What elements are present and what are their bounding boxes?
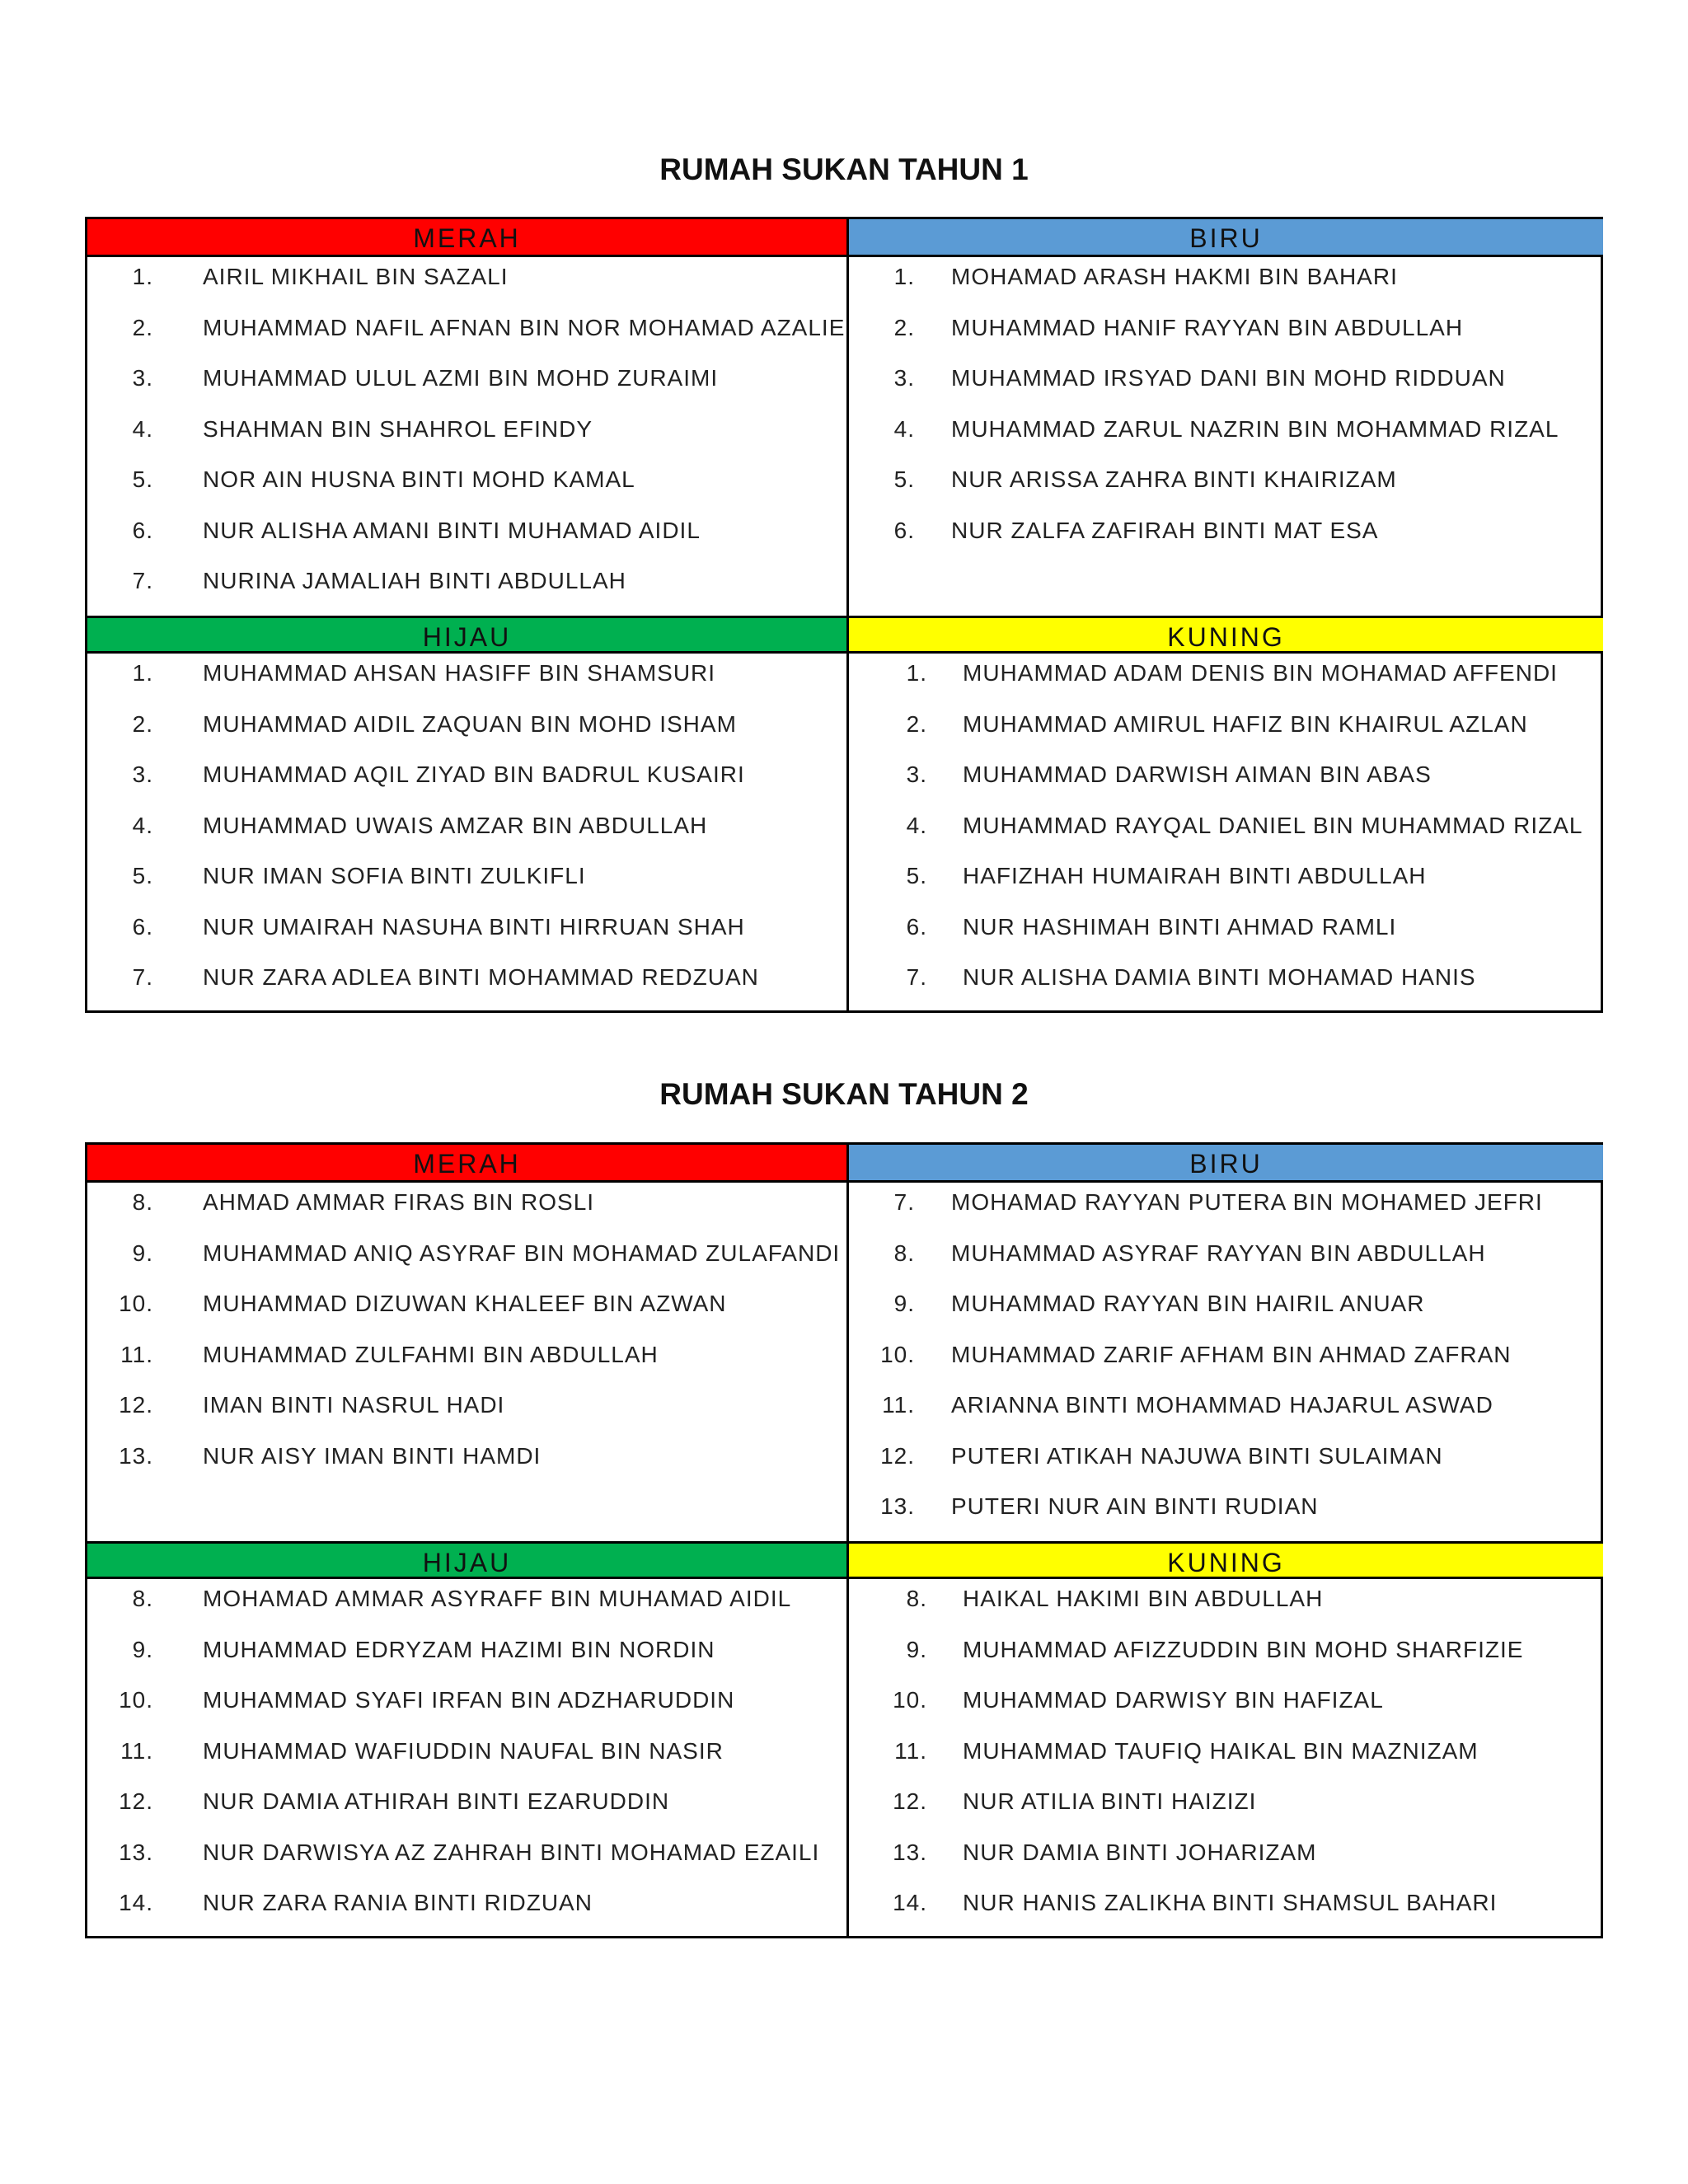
list-item	[87, 264, 829, 297]
list-item	[849, 1291, 1591, 1324]
entry-name: NUR ALISHA DAMIA BINTI MOHAMAD HANIS	[963, 964, 1476, 990]
list-item	[87, 1890, 829, 1923]
entry-name: NUR ATILIA BINTI HAIZIZI	[963, 1788, 1257, 1814]
list-item	[849, 711, 1591, 744]
entry-number: 10.	[119, 1291, 153, 1316]
entry-name: MUHAMMAD IRSYAD DANI BIN MOHD RIDDUAN	[951, 365, 1506, 391]
entry-number: 10.	[893, 1687, 927, 1713]
entry-number: 4.	[893, 415, 915, 442]
list-item	[849, 1342, 1591, 1375]
entry-number: 9.	[132, 1636, 153, 1662]
list-item	[849, 416, 1591, 449]
list-item	[87, 1840, 829, 1872]
list-item	[849, 1392, 1591, 1425]
list-item	[849, 914, 1591, 947]
entry-number: 3.	[893, 365, 915, 391]
entry-name: MUHAMMAD ZARIF AFHAM BIN AHMAD ZAFRAN	[951, 1341, 1512, 1367]
list-item	[849, 518, 1591, 551]
entry-number: 7.	[893, 1189, 915, 1215]
entry-number: 3.	[132, 762, 153, 787]
list-item	[87, 568, 829, 601]
house-table-tahun-1	[85, 217, 1603, 1013]
entry-name: NURINA JAMALIAH BINTI ABDULLAH	[203, 568, 626, 593]
list-item	[87, 813, 829, 846]
entry-name: MUHAMMAD NAFIL AFNAN BIN NOR MOHAMAD AZALIE	[203, 314, 846, 340]
entry-number: 5.	[132, 466, 153, 492]
entry-name: NUR ALISHA AMANI BINTI MUHAMAD AIDIL	[203, 517, 701, 543]
list-item	[849, 1840, 1591, 1872]
entry-name: MUHAMMAD RAYYAN BIN HAIRIL ANUAR	[951, 1291, 1425, 1316]
list-item	[849, 660, 1591, 693]
house-hijau	[87, 1541, 846, 1938]
entry-name: MOHAMAD ARASH HAKMI BIN BAHARI	[951, 264, 1398, 289]
list-item	[87, 365, 829, 398]
entry-number: 3.	[906, 762, 927, 787]
entry-number: 12.	[880, 1442, 915, 1469]
entry-name: NUR ZALFA ZAFIRAH BINTI MAT ESA	[951, 517, 1379, 543]
entry-number: 8.	[132, 1189, 153, 1215]
entry-name: AIRIL MIKHAIL BIN SAZALI	[203, 264, 509, 289]
entry-name: NUR IMAN SOFIA BINTI ZULKIFLI	[203, 863, 586, 888]
entry-number: 4.	[906, 812, 927, 838]
entry-name: MUHAMMAD TAUFIQ HAIKAL BIN MAZNIZAM	[963, 1737, 1479, 1764]
entry-name: MUHAMMAD SYAFI IRFAN BIN ADZHARUDDIN	[203, 1687, 735, 1713]
entry-number: 9.	[893, 1291, 915, 1316]
list-item	[849, 1493, 1591, 1526]
list-item	[849, 1443, 1591, 1476]
house-biru	[846, 219, 1603, 617]
entry-number: 13.	[119, 1839, 153, 1865]
entry-number: 8.	[893, 1240, 915, 1266]
list-item	[87, 1637, 829, 1670]
house-hijau	[87, 616, 846, 1013]
list-item	[849, 1738, 1591, 1771]
list-item	[87, 863, 829, 896]
entry-number: 10.	[119, 1687, 153, 1713]
entry-name: MUHAMMAD AHSAN HASIFF BIN SHAMSURI	[203, 660, 716, 686]
house-header-hijau: HIJAU	[87, 1541, 846, 1579]
entry-number: 10.	[880, 1341, 915, 1367]
list-item	[849, 964, 1591, 997]
entry-number: 11.	[882, 1392, 915, 1418]
entry-number: 7.	[906, 964, 927, 990]
entry-name: MUHAMMAD ADAM DENIS BIN MOHAMAD AFFENDI	[963, 660, 1558, 686]
entry-name: MUHAMMAD AIDIL ZAQUAN BIN MOHD ISHAM	[203, 710, 737, 737]
entry-number: 2.	[893, 314, 915, 340]
list-item	[849, 264, 1591, 297]
list-item	[87, 1291, 829, 1324]
list-item	[849, 863, 1591, 896]
entry-number: 13.	[119, 1442, 153, 1469]
section-title-tahun-2: RUMAH SUKAN TAHUN 2	[659, 1077, 1029, 1111]
entry-name: MUHAMMAD AMIRUL HAFIZ BIN KHAIRUL AZLAN	[963, 710, 1528, 737]
entry-number: 5.	[132, 863, 153, 888]
entry-number: 5.	[906, 863, 927, 888]
entry-number: 6.	[132, 913, 153, 940]
list-item	[849, 762, 1591, 794]
house-header-kuning: KUNING	[849, 616, 1603, 654]
list-item	[87, 1342, 829, 1375]
list-item	[87, 1443, 829, 1476]
list-item	[87, 1738, 829, 1771]
entry-name: MUHAMMAD RAYQAL DANIEL BIN MUHAMMAD RIZAL	[963, 812, 1583, 838]
entry-number: 2.	[132, 710, 153, 737]
list-item	[849, 1890, 1591, 1923]
entry-number: 6.	[906, 913, 927, 940]
entry-name: MUHAMMAD AQIL ZIYAD BIN BADRUL KUSAIRI	[203, 762, 745, 787]
entry-name: MUHAMMAD ZULFAHMI BIN ABDULLAH	[203, 1341, 659, 1367]
entry-number: 12.	[119, 1788, 153, 1814]
entry-name: MUHAMMAD ASYRAF RAYYAN BIN ABDULLAH	[951, 1240, 1486, 1266]
entry-number: 1.	[906, 660, 927, 686]
house-kuning	[846, 1541, 1603, 1938]
list-item	[87, 518, 829, 551]
list-item	[87, 1586, 829, 1619]
entry-name: PUTERI ATIKAH NAJUWA BINTI SULAIMAN	[951, 1442, 1443, 1469]
entry-number: 8.	[906, 1586, 927, 1611]
entry-name: MUHAMMAD DARWISY BIN HAFIZAL	[963, 1687, 1384, 1713]
entry-name: MUHAMMAD EDRYZAM HAZIMI BIN NORDIN	[203, 1636, 715, 1662]
entry-name: ARIANNA BINTI MOHAMMAD HAJARUL ASWAD	[951, 1392, 1493, 1418]
list-item	[87, 1392, 829, 1425]
entry-name: NUR ZARA ADLEA BINTI MOHAMMAD REDZUAN	[203, 964, 759, 990]
entry-number: 13.	[893, 1839, 927, 1865]
list-item	[87, 914, 829, 947]
house-table-tahun-2	[85, 1142, 1603, 1938]
entry-number: 2.	[132, 314, 153, 340]
entry-name: MUHAMMAD HANIF RAYYAN BIN ABDULLAH	[951, 314, 1464, 340]
entry-number: 11.	[120, 1341, 153, 1367]
entry-name: NUR HASHIMAH BINTI AHMAD RAMLI	[963, 913, 1397, 940]
house-kuning	[846, 616, 1603, 1013]
entry-name: NOR AIN HUSNA BINTI MOHD KAMAL	[203, 466, 635, 492]
list-item	[849, 1637, 1591, 1670]
entry-number: 14.	[119, 1890, 153, 1915]
entry-name: NUR UMAIRAH NASUHA BINTI HIRRUAN SHAH	[203, 913, 745, 940]
entry-number: 6.	[132, 517, 153, 543]
entry-number: 13.	[880, 1493, 915, 1519]
list-item	[87, 314, 846, 348]
list-item	[849, 1240, 1591, 1273]
entry-name: MUHAMMAD DIZUWAN KHALEEF BIN AZWAN	[203, 1291, 727, 1316]
entry-number: 5.	[893, 466, 915, 492]
entry-name: IMAN BINTI NASRUL HADI	[203, 1392, 505, 1418]
list-item	[849, 1788, 1591, 1821]
entry-name: NUR HANIS ZALIKHA BINTI SHAMSUL BAHARI	[963, 1890, 1498, 1915]
list-item	[87, 1687, 829, 1720]
entry-name: NUR AISY IMAN BINTI HAMDI	[203, 1442, 542, 1469]
entry-name: AHMAD AMMAR FIRAS BIN ROSLI	[203, 1189, 595, 1215]
entry-number: 9.	[906, 1636, 927, 1662]
entry-number: 7.	[132, 964, 153, 990]
entry-number: 12.	[119, 1392, 153, 1418]
house-header-hijau: HIJAU	[87, 616, 846, 654]
house-header-kuning: KUNING	[849, 1541, 1603, 1579]
list-item	[849, 365, 1591, 398]
house-header-merah: MERAH	[87, 219, 846, 257]
house-header-biru: BIRU	[849, 219, 1603, 257]
entry-name: NUR DARWISYA AZ ZAHRAH BINTI MOHAMAD EZAILI	[203, 1839, 820, 1865]
list-item	[87, 466, 829, 499]
entry-name: MOHAMAD RAYYAN PUTERA BIN MOHAMED JEFRI	[951, 1189, 1543, 1215]
entry-name: MUHAMMAD ANIQ ASYRAF BIN MOHAMAD ZULAFANDI	[203, 1240, 841, 1266]
entry-name: MUHAMMAD UWAIS AMZAR BIN ABDULLAH	[203, 812, 708, 838]
entry-number: 1.	[893, 264, 915, 289]
entry-name: MUHAMMAD ZARUL NAZRIN BIN MOHAMMAD RIZAL	[951, 415, 1559, 442]
entry-number: 14.	[893, 1890, 927, 1915]
entry-name: PUTERI NUR AIN BINTI RUDIAN	[951, 1493, 1319, 1519]
house-header-biru: BIRU	[849, 1145, 1603, 1183]
entry-number: 8.	[132, 1586, 153, 1611]
entry-name: HAIKAL HAKIMI BIN ABDULLAH	[963, 1586, 1324, 1611]
entry-number: 2.	[906, 710, 927, 737]
entry-number: 12.	[893, 1788, 927, 1814]
list-item	[87, 762, 829, 794]
entry-number: 9.	[132, 1240, 153, 1266]
entry-number: 4.	[132, 415, 153, 442]
list-item	[849, 1586, 1591, 1619]
list-item	[849, 1189, 1591, 1222]
list-item	[87, 964, 829, 997]
list-item	[87, 416, 829, 449]
entry-number: 3.	[132, 365, 153, 391]
entry-name: MUHAMMAD AFIZZUDDIN BIN MOHD SHARFIZIE	[963, 1636, 1524, 1662]
entry-number: 1.	[132, 660, 153, 686]
entry-name: SHAHMAN BIN SHAHROL EFINDY	[203, 415, 593, 442]
house-merah	[87, 1145, 846, 1543]
entry-name: MOHAMAD AMMAR ASYRAFF BIN MUHAMAD AIDIL	[203, 1586, 792, 1611]
entry-name: HAFIZHAH HUMAIRAH BINTI ABDULLAH	[963, 863, 1427, 888]
entry-name: MUHAMMAD WAFIUDDIN NAUFAL BIN NASIR	[203, 1737, 724, 1764]
entry-number: 7.	[132, 568, 153, 593]
entry-name: NUR DAMIA BINTI JOHARIZAM	[963, 1839, 1317, 1865]
entry-name: MUHAMMAD ULUL AZMI BIN MOHD ZURAIMI	[203, 365, 719, 391]
list-item	[87, 1189, 829, 1222]
house-merah	[87, 219, 846, 617]
list-item	[87, 1240, 841, 1273]
list-item	[849, 1687, 1591, 1720]
house-biru	[846, 1145, 1603, 1543]
entry-number: 6.	[893, 517, 915, 543]
entry-name: MUHAMMAD DARWISH AIMAN BIN ABAS	[963, 762, 1432, 787]
entry-name: NUR ARISSA ZAHRA BINTI KHAIRIZAM	[951, 466, 1397, 492]
list-item	[849, 315, 1591, 348]
list-item	[87, 1788, 829, 1821]
entry-number: 11.	[894, 1737, 927, 1764]
list-item	[849, 466, 1591, 499]
entry-name: NUR DAMIA ATHIRAH BINTI EZARUDDIN	[203, 1788, 670, 1814]
entry-number: 11.	[120, 1737, 153, 1764]
entry-number: 4.	[132, 812, 153, 838]
house-header-merah: MERAH	[87, 1145, 846, 1183]
list-item	[87, 711, 829, 744]
list-item	[87, 660, 829, 693]
entry-name: NUR ZARA RANIA BINTI RIDZUAN	[203, 1890, 593, 1915]
section-title-tahun-1: RUMAH SUKAN TAHUN 1	[659, 152, 1029, 186]
list-item	[849, 813, 1591, 846]
entry-number: 1.	[132, 264, 153, 289]
